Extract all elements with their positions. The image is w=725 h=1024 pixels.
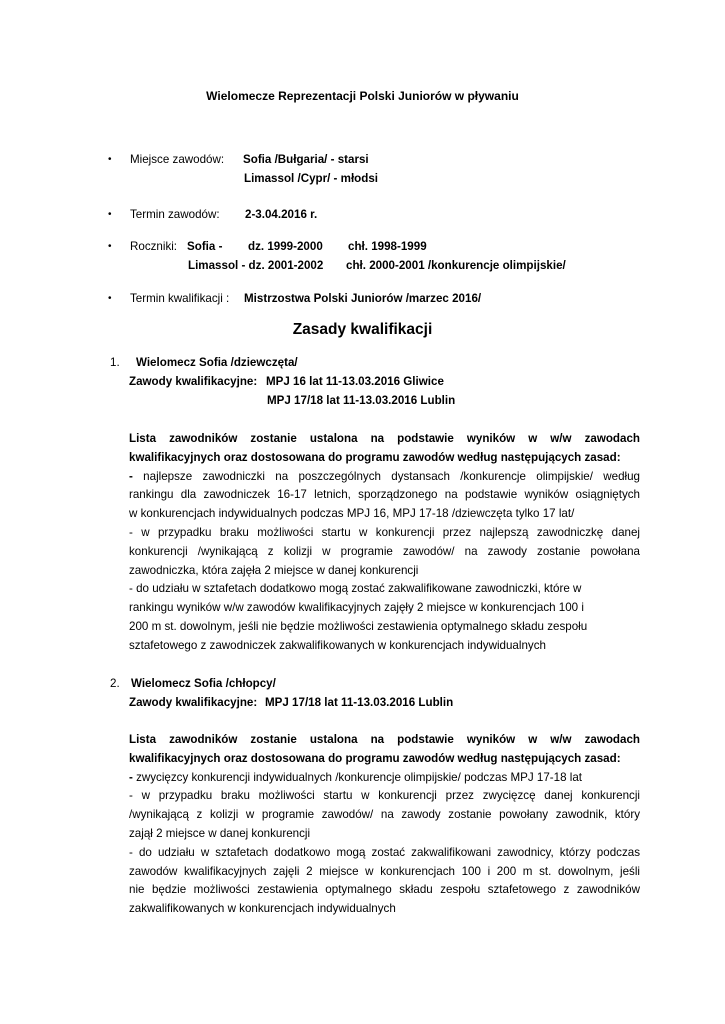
body-line: sztafetowego z zawodniczek zakwalifikowanych w konkurencjach indywidualnych [129, 638, 546, 652]
section-1-qual-label: Zawody kwalifikacyjne: [129, 375, 258, 388]
qualification-term-label: Termin kwalifikacji : [130, 292, 230, 305]
body-line: Lista zawodników zostanie ustalona na podstawie wyników w w/w zawodach [129, 733, 640, 746]
body-line: nie będzie możliwości zestawienia optymalnego składu zespołu sztafetowego z zawodników [129, 883, 640, 897]
bullet-icon: • [108, 293, 112, 304]
body-line: konkurencji /wynikającą z kolizji w programie zawodów/ na zawody zostanie powołana [129, 544, 640, 558]
body-line: /wynikającą z kolizji w programie zawodów/ na zawody zostanie powołany zawodnik, który [129, 808, 640, 822]
venue-value-limassol: Limassol /Cypr/ - młodsi [244, 172, 379, 185]
venue-value-sofia: Sofia /Bułgaria/ - starsi [243, 153, 369, 166]
body-line: - w przypadku braku możliwości startu w konkurencji przez zwycięzcę danej konkurencji [129, 789, 640, 803]
section-2-qual-label: Zawody kwalifikacyjne: [129, 696, 258, 709]
section-heading: Zasady kwalifikacji [292, 321, 433, 338]
section-1-body [129, 430, 640, 656]
years-sofia-boys: chł. 1998-1999 [348, 240, 427, 253]
body-line: Lista zawodników zostanie ustalona na podstawie wyników w w/w zawodach [129, 432, 640, 445]
body-line: rankingu wyników w/w zawodów kwalifikacyjnych zajęły 2 miejsce w konkurencjach 100 i [129, 601, 584, 615]
years-limassol-girls: Limassol - dz. 2001-2002 [188, 259, 324, 272]
years-label: Roczniki: [130, 240, 178, 253]
body-line: najlepsze zawodniczki na poszczególnych dystansach /konkurencje olimpijskie/ według [143, 469, 640, 483]
section-2-number: 2. [110, 677, 120, 690]
body-line: zwycięzcy konkurencji indywidualnych /konkurencje olimpijskie/ podczas MPJ 17-18 lat [136, 770, 583, 784]
section-1-title: Wielomecz Sofia /dziewczęta/ [136, 356, 298, 369]
venue-label: Miejsce zawodów: [130, 153, 225, 166]
bullet-icon: • [108, 241, 112, 252]
date-value: 2-3.04.2016 r. [245, 208, 318, 221]
dash-marker: - [129, 469, 144, 483]
section-1-qual-1: MPJ 16 lat 11-13.03.2016 Gliwice [266, 375, 444, 388]
qualification-term-value: Mistrzostwa Polski Juniorów /marzec 2016/ [244, 292, 482, 305]
body-line: zawodów kwalifikacyjnych zajęli 2 miejsce w konkurencjach 100 i 200 m st. dowolnym, jeśli [129, 864, 640, 878]
body-line: 200 m st. dowolnym, jeśli nie będzie możliwości zestawienia optymalnego składu zespołu [129, 619, 588, 633]
document-title: Wielomecze Reprezentacji Polski Juniorów w pływaniu [206, 89, 519, 103]
date-label: Termin zawodów: [130, 208, 220, 221]
body-line: rankingu dla zawodniczek 16-17 letnich, sporządzonego na podstawie wyników osiągniętych [129, 488, 640, 502]
section-1-qual-2: MPJ 17/18 lat 11-13.03.2016 Lublin [267, 394, 456, 407]
body-line: - do udziału w sztafetach dodatkowo mogą zostać zakwalifikowane zawodniczki, które w [129, 582, 582, 596]
section-2-qual-1: MPJ 17/18 lat 11-13.03.2016 Lublin [265, 696, 454, 709]
body-line: - do udziału w sztafetach dodatkowo mogą zostać zakwalifikowani zawodnicy, którzy podczas [129, 845, 640, 859]
body-line: zajął 2 miejsce w danej konkurencji [129, 826, 311, 840]
section-2-title: Wielomecz Sofia /chłopcy/ [131, 677, 276, 690]
body-line: kwalifikacyjnych oraz dostosowana do programu zawodów według następujących zasad: [129, 450, 621, 464]
section-2-body [129, 731, 640, 919]
bullet-icon: • [108, 209, 112, 220]
years-sofia-girls: dz. 1999-2000 [248, 240, 323, 253]
body-line: w konkurencjach indywidualnych podczas MPJ 16, MPJ 17-18 /dziewczęta tylko 17 lat/ [129, 507, 575, 521]
years-limassol-boys: chł. 2000-2001 /konkurencje olimpijskie/ [346, 259, 566, 272]
body-line: zakwalifikowanych w konkurencjach indywidualnych [129, 902, 396, 916]
dash-marker: - [129, 770, 137, 784]
years-sofia-place: Sofia - [187, 240, 223, 253]
body-line: zawodniczka, która zajęła 2 miejsce w danej konkurencji [129, 563, 419, 577]
section-1-number: 1. [110, 356, 120, 369]
body-line: kwalifikacyjnych oraz dostosowana do programu zawodów według następujących zasad: [129, 751, 621, 765]
body-line: - w przypadku braku możliwości startu w konkurencji przez najlepszą zawodniczkę danej [129, 525, 640, 539]
bullet-icon: • [108, 154, 112, 165]
